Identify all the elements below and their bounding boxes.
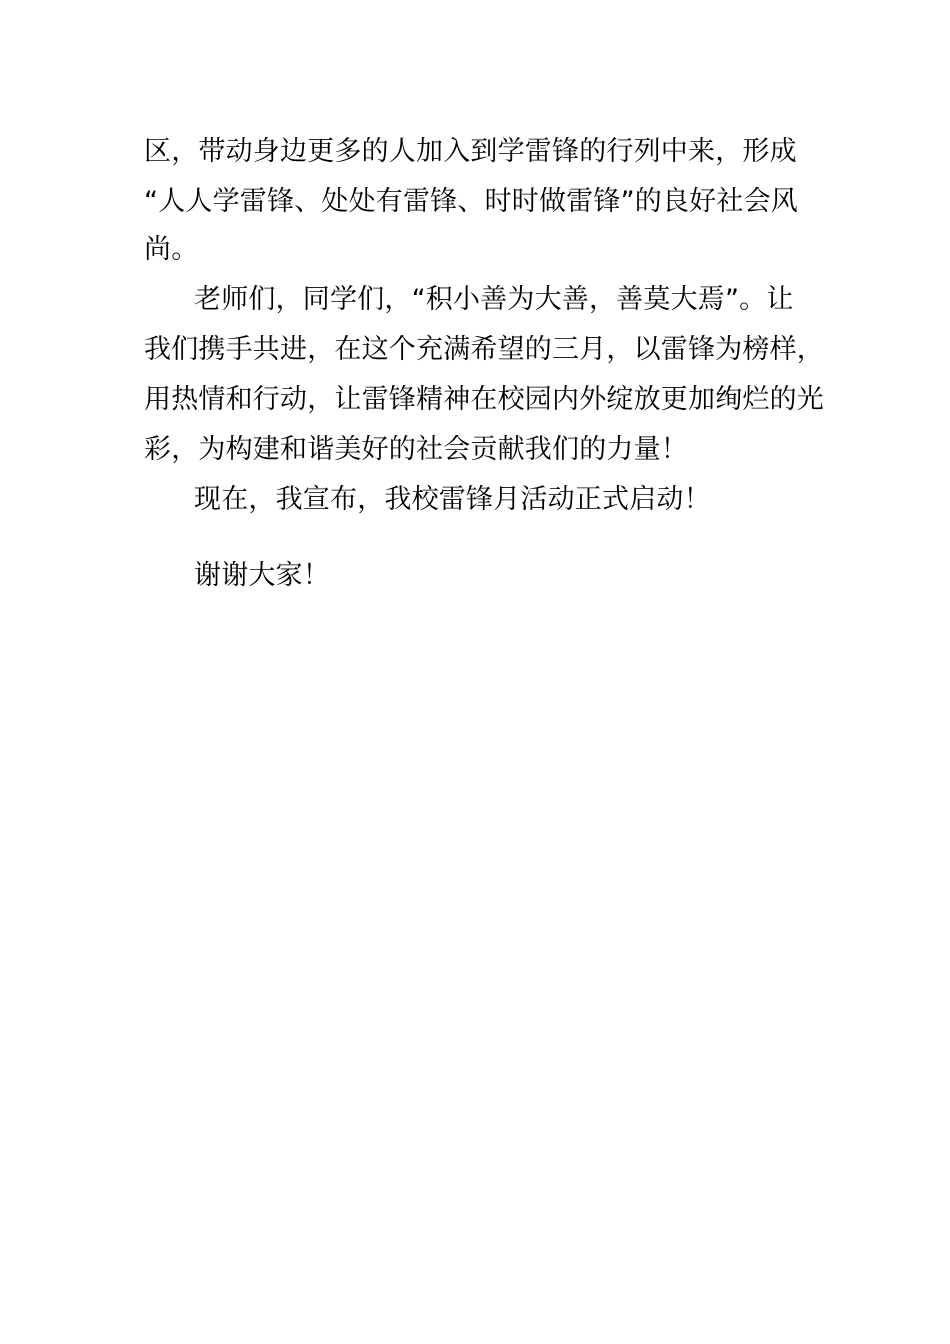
text-line-6: 用热情和行动，让雷锋精神在校园内外绽放更加绚烂的光 <box>144 384 824 415</box>
text-line-4: 老师们，同学们，“积小善为大善，善莫大焉”。让 <box>194 284 794 315</box>
text-line-9: 谢谢大家！ <box>194 560 330 591</box>
text-line-3: 尚。 <box>144 234 199 265</box>
text-line-5: 我们携手共进，在这个充满希望的三月，以雷锋为榜样， <box>144 334 824 365</box>
text-line-8: 现在，我宣布，我校雷锋月活动正式启动！ <box>194 484 711 515</box>
text-line-7: 彩，为构建和谐美好的社会贡献我们的力量！ <box>144 434 688 465</box>
text-line-2: “人人学雷锋、处处有雷锋、时时做雷锋”的良好社会风 <box>144 186 798 217</box>
text-line-1: 区，带动身边更多的人加入到学雷锋的行列中来，形成 <box>144 136 797 167</box>
